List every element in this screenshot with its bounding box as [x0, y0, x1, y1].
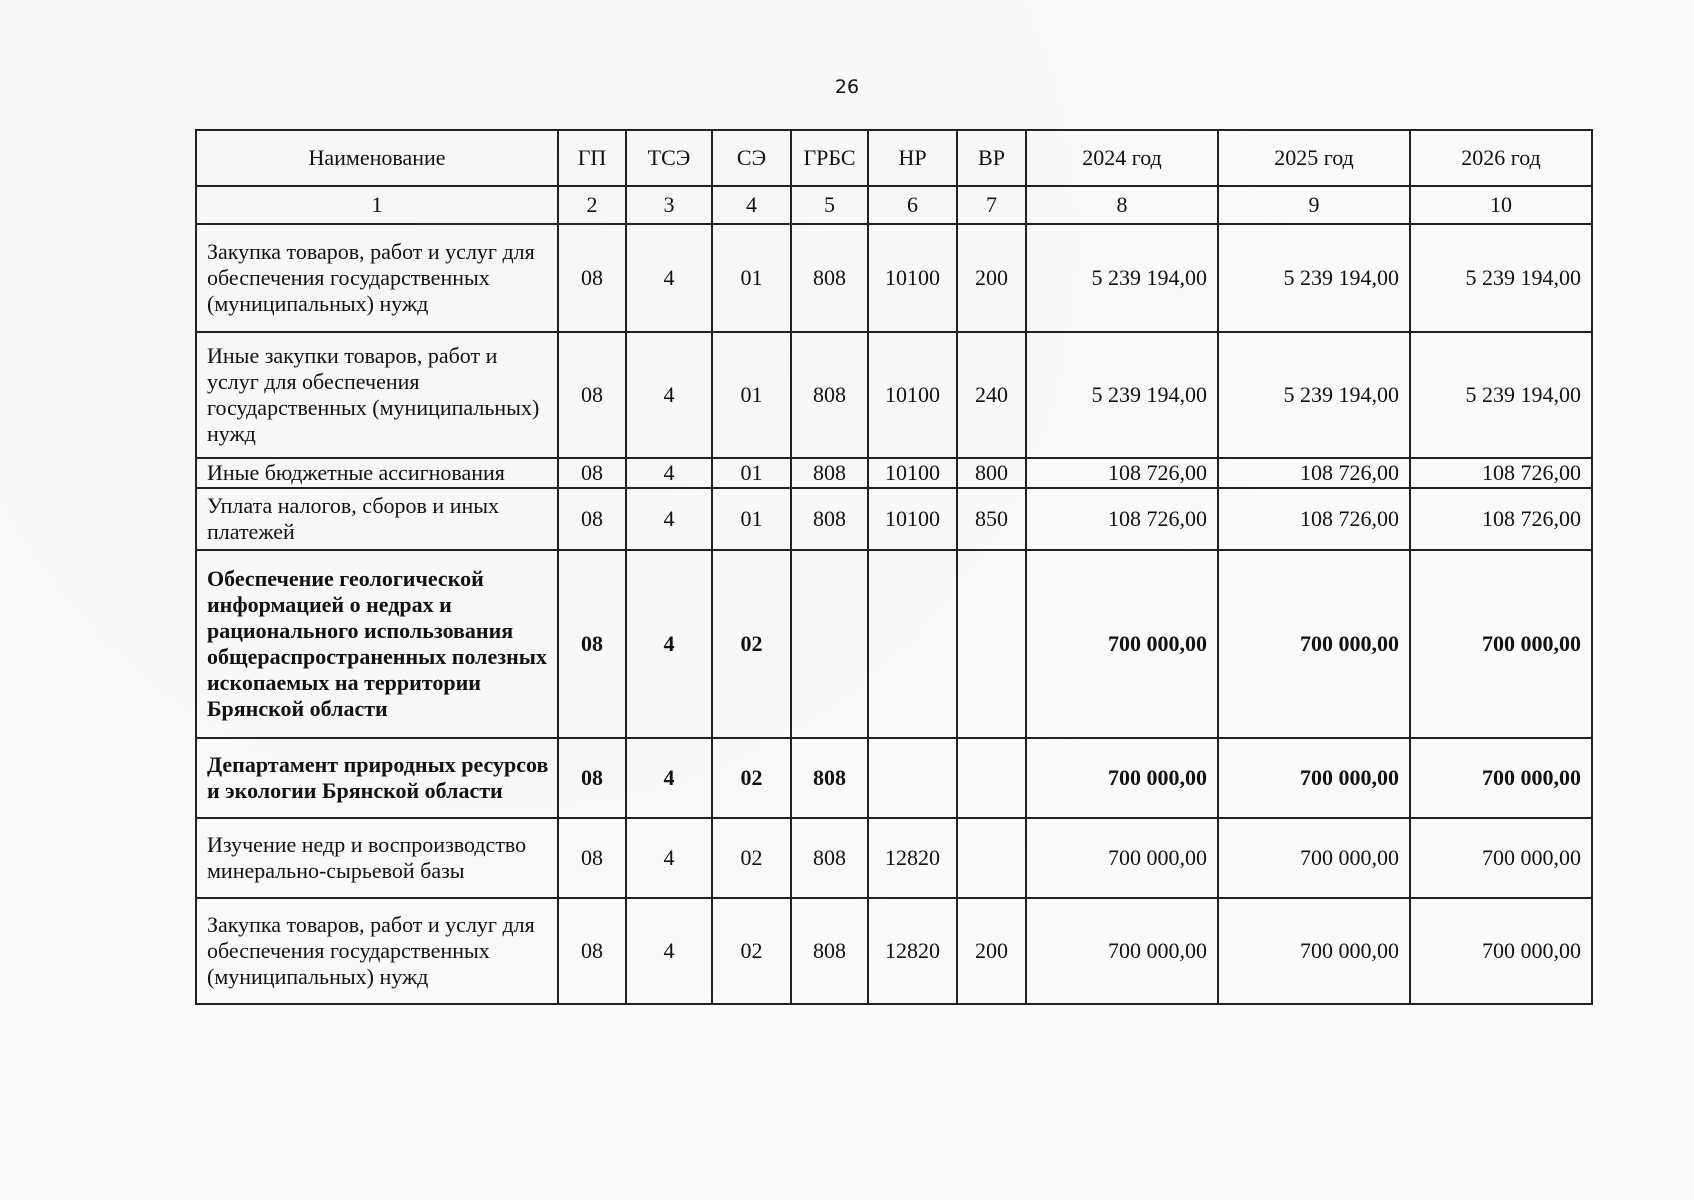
grbs-cell — [791, 550, 868, 738]
amount-2025-cell: 5 239 194,00 — [1218, 332, 1410, 458]
header-cell: ГП — [558, 130, 626, 186]
column-number-cell: 10 — [1410, 186, 1592, 224]
table-row — [196, 224, 1592, 332]
se-cell: 01 — [712, 332, 791, 458]
column-number-cell: 3 — [626, 186, 712, 224]
amount-2026-cell: 5 239 194,00 — [1410, 332, 1592, 458]
table-row — [196, 818, 1592, 898]
tse-cell: 4 — [626, 818, 712, 898]
grbs-cell: 808 — [791, 332, 868, 458]
tse-cell: 4 — [626, 550, 712, 738]
tse-cell: 4 — [626, 898, 712, 1004]
amount-2024-cell: 700 000,00 — [1026, 818, 1218, 898]
row-name: Иные бюджетные ассигнования — [196, 458, 558, 488]
column-number-row — [196, 186, 1592, 224]
amount-2026-cell: 5 239 194,00 — [1410, 224, 1592, 332]
grbs-cell: 808 — [791, 488, 868, 550]
tse-cell: 4 — [626, 458, 712, 488]
nr-cell — [868, 738, 957, 818]
amount-2025-cell: 700 000,00 — [1218, 818, 1410, 898]
vr-cell — [957, 738, 1026, 818]
header-cell: НР — [868, 130, 957, 186]
row-name: Уплата налогов, сборов и иных платежей — [196, 488, 558, 550]
vr-cell: 200 — [957, 898, 1026, 1004]
nr-cell: 12820 — [868, 898, 957, 1004]
gp-cell: 08 — [558, 332, 626, 458]
tse-cell: 4 — [626, 738, 712, 818]
amount-2025-cell: 700 000,00 — [1218, 738, 1410, 818]
grbs-cell: 808 — [791, 818, 868, 898]
amount-2024-cell: 700 000,00 — [1026, 898, 1218, 1004]
header-cell: Наименование — [196, 130, 558, 186]
table-row — [196, 550, 1592, 738]
table-row — [196, 458, 1592, 488]
header-cell: 2025 год — [1218, 130, 1410, 186]
column-number-cell: 9 — [1218, 186, 1410, 224]
se-cell: 02 — [712, 738, 791, 818]
amount-2024-cell: 5 239 194,00 — [1026, 332, 1218, 458]
header-cell: ГРБС — [791, 130, 868, 186]
amount-2024-cell: 700 000,00 — [1026, 550, 1218, 738]
amount-2025-cell: 108 726,00 — [1218, 458, 1410, 488]
gp-cell: 08 — [558, 738, 626, 818]
grbs-cell: 808 — [791, 898, 868, 1004]
amount-2025-cell: 700 000,00 — [1218, 898, 1410, 1004]
grbs-cell: 808 — [791, 738, 868, 818]
amount-2026-cell: 108 726,00 — [1410, 488, 1592, 550]
vr-cell: 800 — [957, 458, 1026, 488]
amount-2024-cell: 108 726,00 — [1026, 488, 1218, 550]
column-number-cell: 5 — [791, 186, 868, 224]
header-cell: ТСЭ — [626, 130, 712, 186]
gp-cell: 08 — [558, 898, 626, 1004]
amount-2025-cell: 5 239 194,00 — [1218, 224, 1410, 332]
amount-2026-cell: 700 000,00 — [1410, 738, 1592, 818]
amount-2026-cell: 108 726,00 — [1410, 458, 1592, 488]
gp-cell: 08 — [558, 550, 626, 738]
se-cell: 01 — [712, 458, 791, 488]
column-number-cell: 7 — [957, 186, 1026, 224]
row-name: Закупка товаров, работ и услуг для обеспечения государственных (муниципальных) нужд — [196, 224, 558, 332]
se-cell: 02 — [712, 818, 791, 898]
nr-cell: 10100 — [868, 488, 957, 550]
nr-cell: 12820 — [868, 818, 957, 898]
table-row — [196, 332, 1592, 458]
row-name: Иные закупки товаров, работ и услуг для обеспечения государственных (муниципальных) нужд — [196, 332, 558, 458]
amount-2025-cell: 700 000,00 — [1218, 550, 1410, 738]
table-header-row — [196, 130, 1592, 186]
header-cell: ВР — [957, 130, 1026, 186]
se-cell: 02 — [712, 550, 791, 738]
row-name: Закупка товаров, работ и услуг для обеспечения государственных (муниципальных) нужд — [196, 898, 558, 1004]
vr-cell: 200 — [957, 224, 1026, 332]
row-name: Изучение недр и воспроизводство минерально-сырьевой базы — [196, 818, 558, 898]
column-number-cell: 2 — [558, 186, 626, 224]
amount-2024-cell: 700 000,00 — [1026, 738, 1218, 818]
amount-2026-cell: 700 000,00 — [1410, 550, 1592, 738]
vr-cell: 240 — [957, 332, 1026, 458]
nr-cell: 10100 — [868, 458, 957, 488]
vr-cell — [957, 818, 1026, 898]
se-cell: 01 — [712, 488, 791, 550]
header-cell: 2026 год — [1410, 130, 1592, 186]
amount-2024-cell: 5 239 194,00 — [1026, 224, 1218, 332]
amount-2025-cell: 108 726,00 — [1218, 488, 1410, 550]
header-cell: 2024 год — [1026, 130, 1218, 186]
page-number: 26 — [834, 76, 860, 98]
tse-cell: 4 — [626, 332, 712, 458]
column-number-cell: 8 — [1026, 186, 1218, 224]
table-row — [196, 738, 1592, 818]
table-row — [196, 898, 1592, 1004]
gp-cell: 08 — [558, 458, 626, 488]
se-cell: 01 — [712, 224, 791, 332]
gp-cell: 08 — [558, 224, 626, 332]
vr-cell: 850 — [957, 488, 1026, 550]
header-cell: СЭ — [712, 130, 791, 186]
column-number-cell: 4 — [712, 186, 791, 224]
grbs-cell: 808 — [791, 458, 868, 488]
nr-cell: 10100 — [868, 224, 957, 332]
column-number-cell: 6 — [868, 186, 957, 224]
amount-2024-cell: 108 726,00 — [1026, 458, 1218, 488]
row-name: Департамент природных ресурсов и экологии Брянской области — [196, 738, 558, 818]
amount-2026-cell: 700 000,00 — [1410, 818, 1592, 898]
nr-cell — [868, 550, 957, 738]
amount-2026-cell: 700 000,00 — [1410, 898, 1592, 1004]
nr-cell: 10100 — [868, 332, 957, 458]
column-number-cell: 1 — [196, 186, 558, 224]
gp-cell: 08 — [558, 818, 626, 898]
grbs-cell: 808 — [791, 224, 868, 332]
vr-cell — [957, 550, 1026, 738]
tse-cell: 4 — [626, 224, 712, 332]
budget-table — [195, 129, 1593, 1005]
tse-cell: 4 — [626, 488, 712, 550]
table-row — [196, 488, 1592, 550]
gp-cell: 08 — [558, 488, 626, 550]
row-name: Обеспечение геологической информацией о недрах и рационального использования общераспространенных полезных ископаемых на территории Брянской области — [196, 550, 558, 738]
se-cell: 02 — [712, 898, 791, 1004]
